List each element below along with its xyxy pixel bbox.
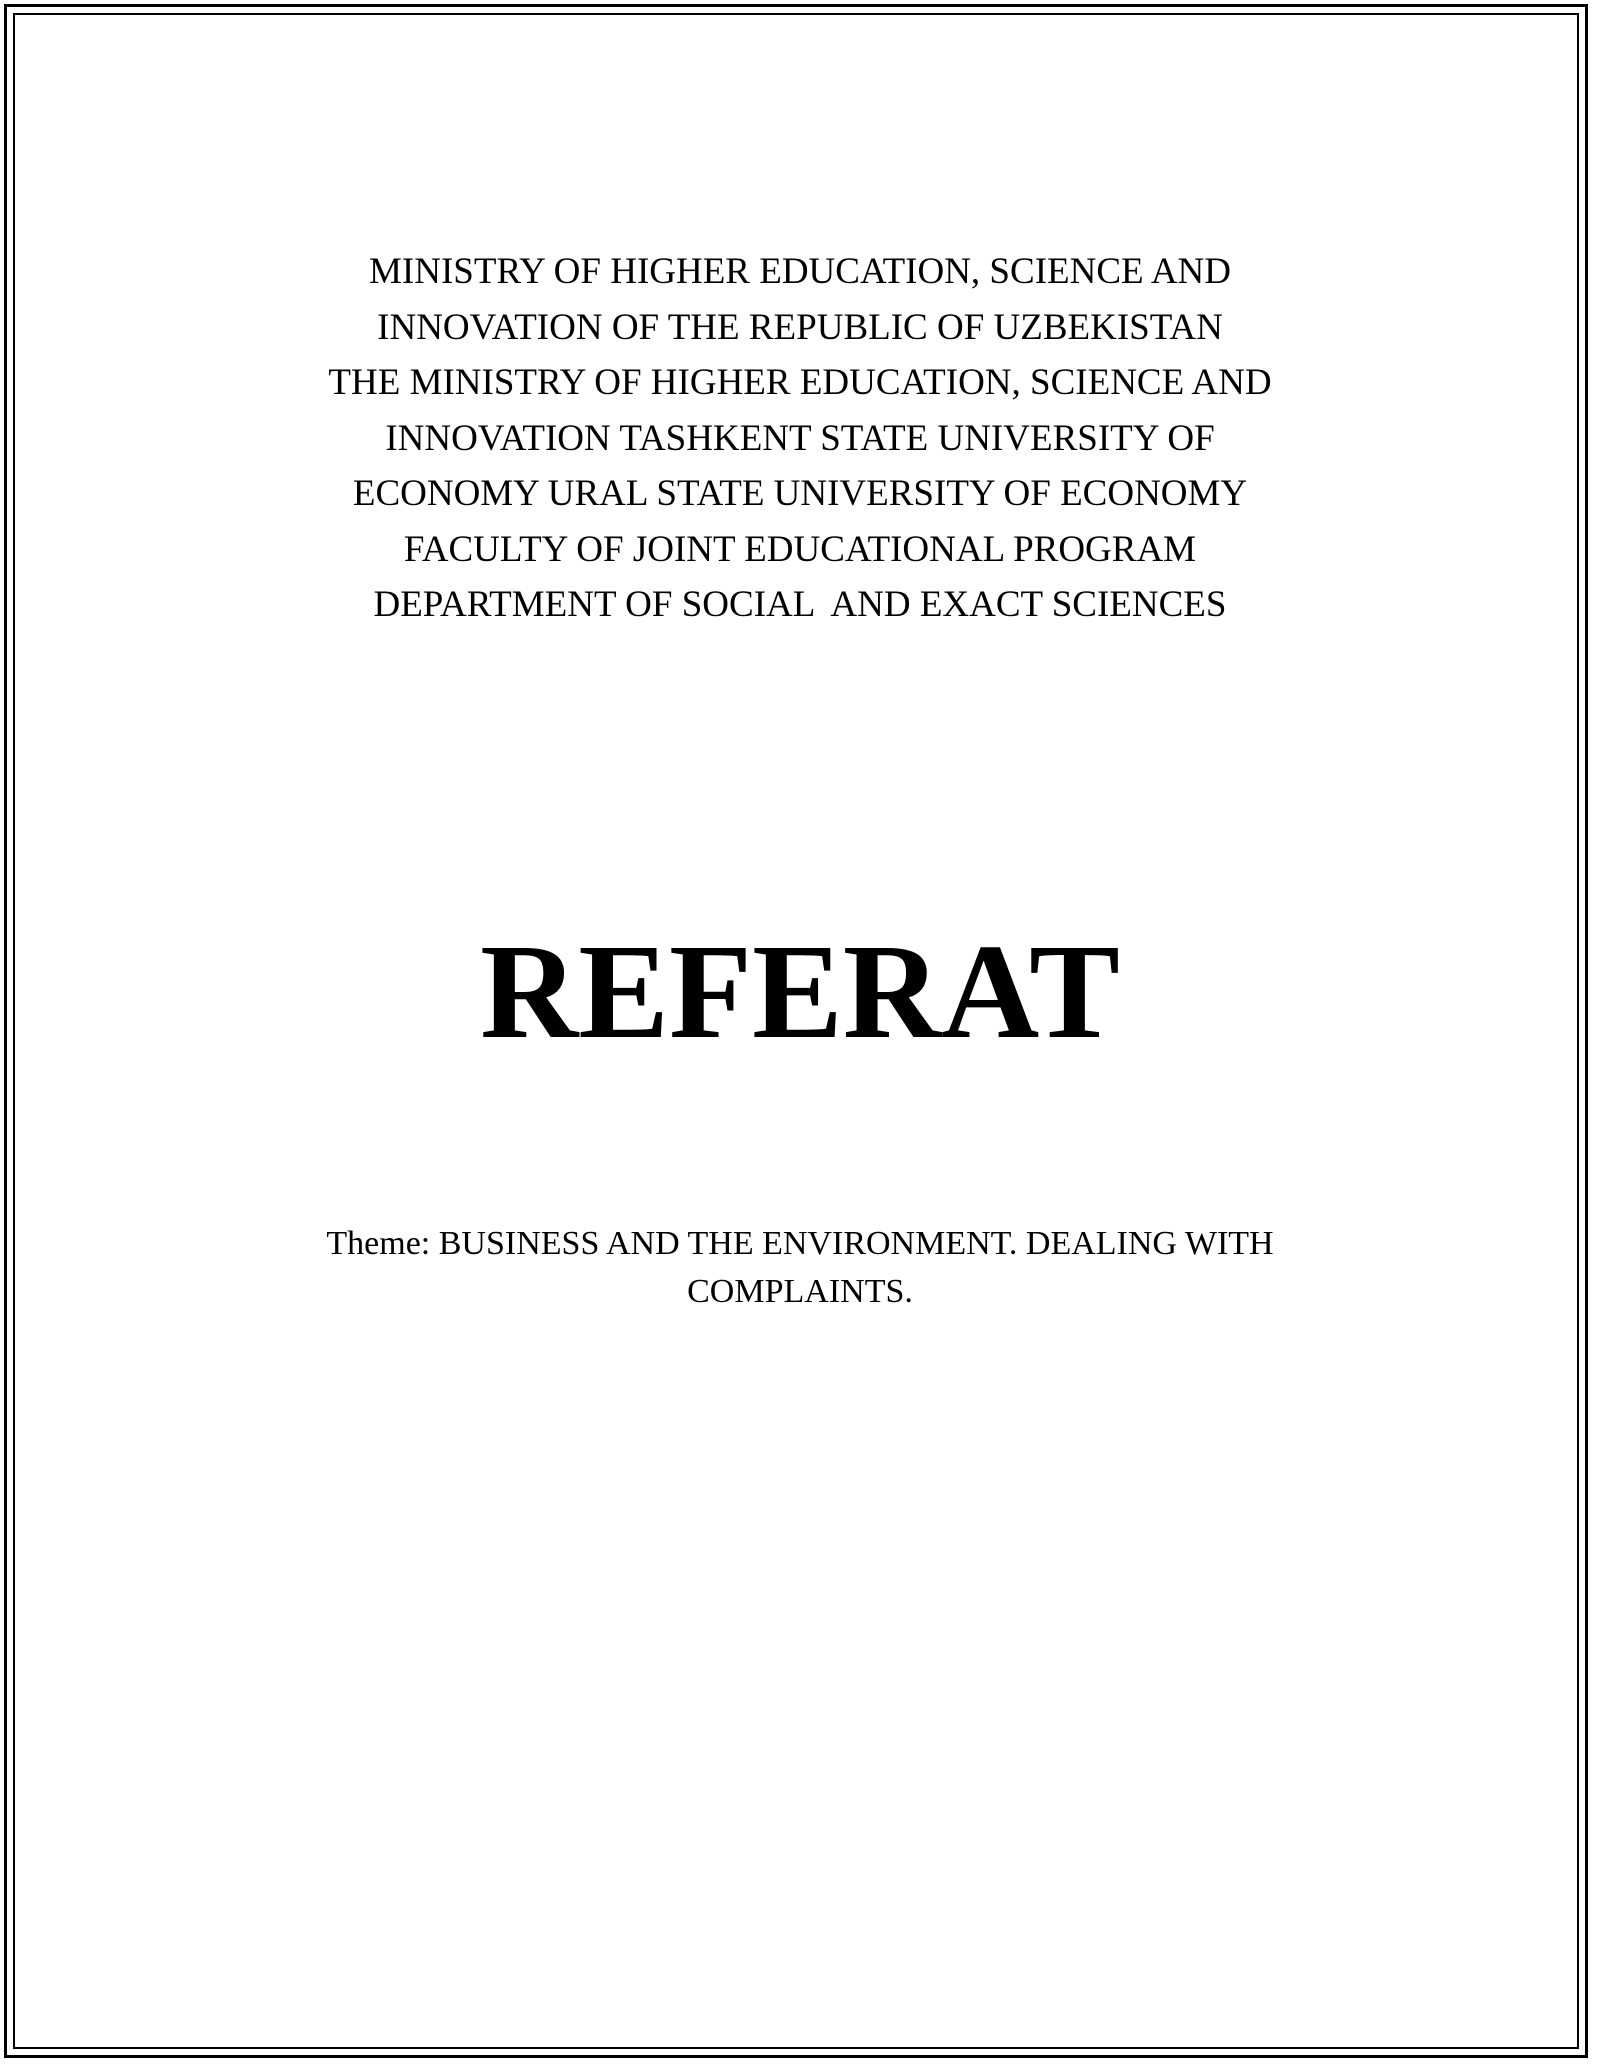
document-title: REFERAT	[480, 917, 1120, 1067]
header-line: THE MINISTRY OF HIGHER EDUCATION, SCIENCE AND	[328, 362, 1272, 403]
header-line: FACULTY OF JOINT EDUCATIONAL PROGRAM	[403, 528, 1197, 570]
theme-line: Theme: BUSINESS AND THE ENVIRONMENT. DEALING WITH	[326, 1225, 1274, 1262]
theme-line: COMPLAINTS.	[687, 1273, 913, 1310]
theme-statement	[250, 1220, 1350, 1316]
header-line: INNOVATION TASHKENT STATE UNIVERSITY OF	[385, 417, 1215, 459]
header-line: MINISTRY OF HIGHER EDUCATION, SCIENCE AND	[369, 251, 1231, 292]
header-line: INNOVATION OF THE REPUBLIC OF UZBEKISTAN	[377, 306, 1223, 348]
header-line: ECONOMY URAL STATE UNIVERSITY OF ECONOMY	[352, 473, 1248, 514]
header-line: DEPARTMENT OF SOCIAL AND EXACT SCIENCES	[373, 584, 1227, 625]
institution-header	[200, 244, 1400, 633]
